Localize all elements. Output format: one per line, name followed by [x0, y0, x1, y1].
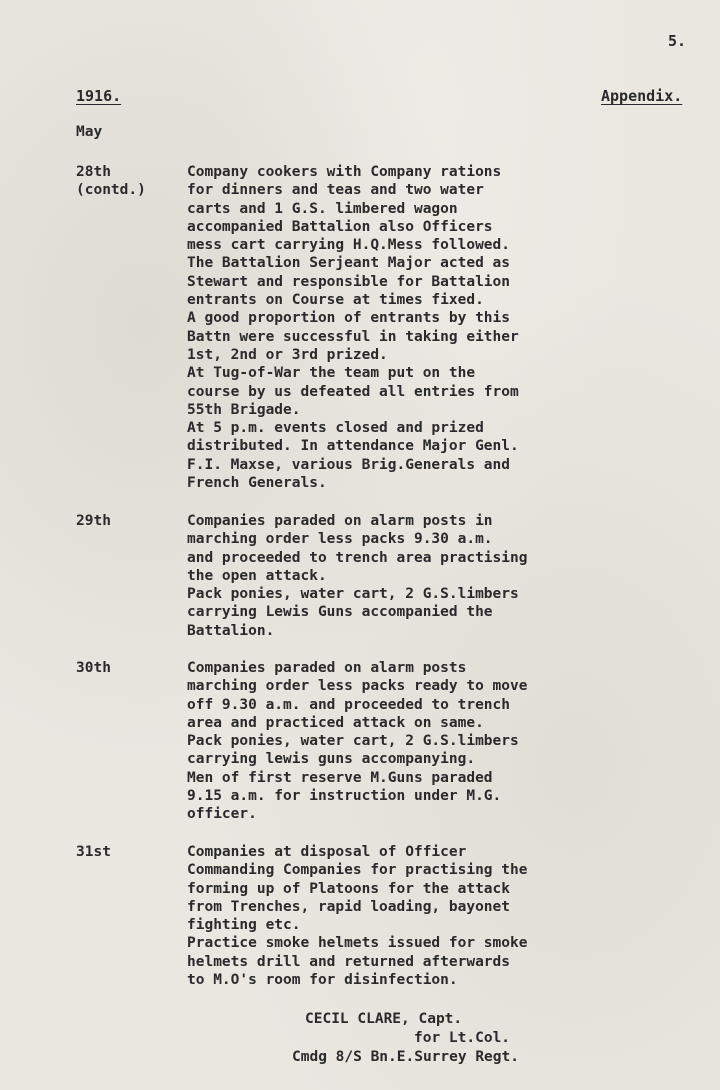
text-line: Companies paraded on alarm posts in	[187, 513, 493, 529]
year-heading: 1916.	[76, 87, 122, 105]
entry-text	[187, 163, 627, 492]
text-line: fighting etc.	[187, 917, 301, 934]
entry-text	[187, 512, 627, 640]
text-line: area and practiced attack on same.	[187, 714, 484, 731]
text-line: course by us defeated all entries from	[187, 383, 519, 400]
text-line: Battn were successful in taking either	[187, 328, 519, 345]
text-line: Practice smoke helmets issued for smoke	[187, 935, 528, 952]
text-line: and proceeded to trench area practising	[187, 549, 528, 566]
text-line: off 9.30 a.m. and proceeded to trench	[187, 696, 511, 713]
text-line: Pack ponies, water cart, 2 G.S.limbers	[187, 733, 519, 750]
entry-date: 28th (contd.)	[76, 164, 146, 199]
text-line: 9.15 a.m. for instruction under M.G.	[187, 788, 502, 805]
text-line: At Tug-of-War the team put on the	[187, 365, 476, 382]
signature-for-line: for Lt.Col.	[414, 1030, 511, 1046]
text-line: At 5 p.m. events closed and prized	[187, 420, 484, 437]
appendix-heading: Appendix.	[601, 87, 683, 105]
text-line: A good proportion of entrants by this	[187, 310, 511, 327]
text-line: Commanding Companies for practising the	[187, 862, 528, 879]
text-line: to M.O's room for disinfection.	[187, 972, 458, 989]
text-line: French Generals.	[187, 475, 327, 492]
text-line: The Battalion Serjeant Major acted as	[187, 255, 511, 272]
text-line: mess cart carrying H.Q.Mess followed.	[187, 237, 511, 254]
text-line: for dinners and teas and two water	[187, 182, 484, 199]
text-line: Pack ponies, water cart, 2 G.S.limbers	[187, 586, 519, 603]
text-line: Companies paraded on alarm posts	[187, 660, 467, 676]
text-line: Company cookers with Company rations	[187, 164, 502, 180]
signature-unit: Cmdg 8/S Bn.E.Surrey Regt.	[292, 1049, 519, 1065]
text-line: Battalion.	[187, 622, 275, 639]
text-line: Stewart and responsible for Battalion	[187, 273, 511, 290]
text-line: F.I. Maxse, various Brig.Generals and	[187, 456, 511, 473]
entry-date: 31st	[76, 844, 111, 860]
entry-date: 30th	[76, 660, 111, 676]
entry-text	[187, 843, 627, 989]
text-line: distributed. In attendance Major Genl.	[187, 438, 519, 455]
page-number: 5.	[668, 32, 687, 50]
text-line: carrying lewis guns accompanying.	[187, 751, 476, 768]
text-line: accompanied Battalion also Officers	[187, 218, 493, 235]
text-line: entrants on Course at times fixed.	[187, 292, 484, 309]
entry-text	[187, 659, 627, 824]
signature-name: CECIL CLARE, Capt.	[305, 1011, 463, 1027]
text-line: from Trenches, rapid loading, bayonet	[187, 898, 511, 915]
text-line: officer.	[187, 806, 257, 823]
text-line: 1st, 2nd or 3rd prized.	[187, 346, 388, 363]
month-label: May	[76, 124, 103, 140]
text-line: Men of first reserve M.Guns paraded	[187, 769, 493, 786]
text-line: carrying Lewis Guns accompanied the	[187, 604, 493, 621]
text-line: Companies at disposal of Officer	[187, 844, 467, 860]
entry-date: 29th	[76, 513, 111, 529]
text-line: marching order less packs 9.30 a.m.	[187, 531, 493, 548]
text-line: carts and 1 G.S. limbered wagon	[187, 200, 458, 217]
text-line: helmets drill and returned afterwards	[187, 953, 511, 970]
text-line: forming up of Platoons for the attack	[187, 880, 511, 897]
text-line: marching order less packs ready to move	[187, 678, 528, 695]
text-line: the open attack.	[187, 567, 327, 584]
text-line: 55th Brigade.	[187, 401, 301, 418]
